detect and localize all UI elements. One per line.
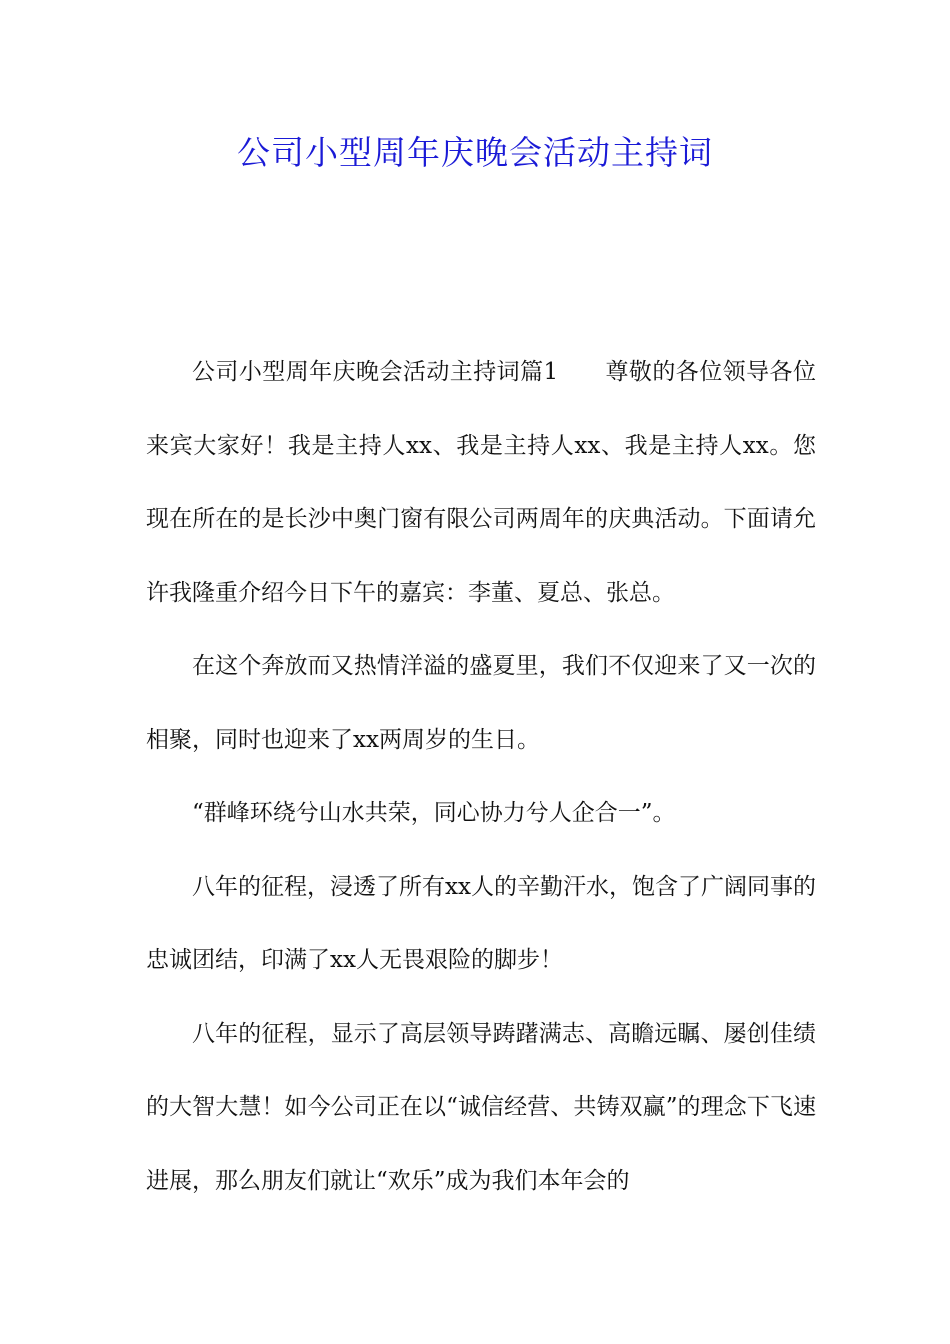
document-body — [146, 336, 816, 1218]
paragraph-journey-1: 八年的征程，浸透了所有xx人的辛勤汗水，饱含了广阔同事的忠诚团结，印满了xx人无畏艰险的脚步！ — [146, 873, 816, 973]
paragraph-journey-2: 八年的征程，显示了高层领导踌躇满志、高瞻远瞩、屡创佳绩的大智大慧！如今公司正在以“诚信经营、共铸双赢”的理念下飞速进展，那么朋友们就让“欢乐”成为我们本年会的 — [146, 1020, 816, 1194]
paragraph-quote: “群峰环绕兮山水共荣，同心协力兮人企合一”。 — [192, 800, 676, 826]
document-title: 公司小型周年庆晚会活动主持词 — [237, 133, 713, 172]
paragraph-summer: 在这个奔放而又热情洋溢的盛夏里，我们不仅迎来了又一次的相聚，同时也迎来了xx两周岁的生日。 — [146, 653, 816, 753]
paragraph-intro: 公司小型周年庆晚会活动主持词篇1 尊敬的各位领导各位来宾大家好！我是主持人xx、我是主持人xx、我是主持人xx。您现在所在的是长沙中奥门窗有限公司两周年的庆典活动。下面请允许我隆重介绍今日下午的嘉宾：李董、夏总、张总。 — [146, 359, 816, 606]
